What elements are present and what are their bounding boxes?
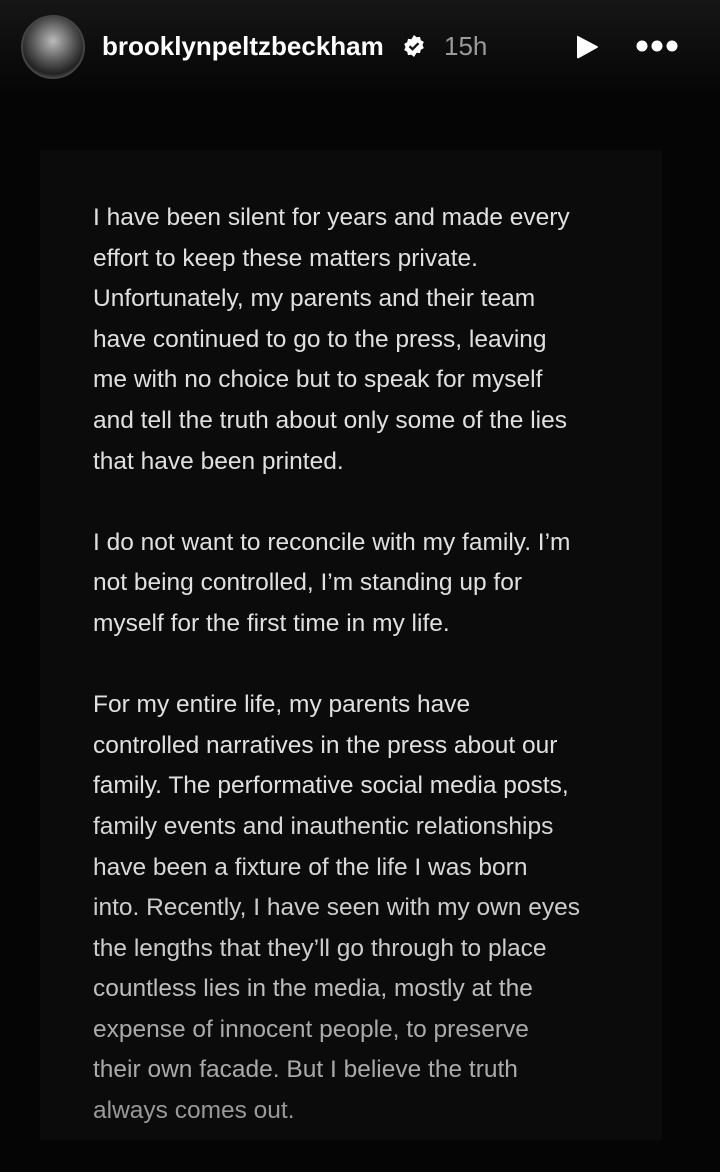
story-line: effort to keep these matters private. xyxy=(93,244,478,272)
avatar[interactable] xyxy=(21,15,85,79)
story-line: the lengths that they’ll go through to place xyxy=(93,934,547,962)
story-paragraph xyxy=(93,685,580,1132)
story-text xyxy=(93,198,580,1172)
story-header xyxy=(0,0,720,95)
more-icon[interactable] xyxy=(636,38,678,54)
story-line: I do not want to reconcile with my family. I’m xyxy=(93,528,571,556)
story-line: For my entire life, my parents have xyxy=(93,691,471,719)
story-line: controlled narratives in the press about our xyxy=(93,731,558,759)
story-line: have been a fixture of the life I was born xyxy=(93,853,528,881)
story-line: always comes out. xyxy=(93,1097,295,1125)
story-line: into. Recently, I have seen with my own eyes xyxy=(93,894,581,922)
story-paragraph xyxy=(93,523,580,645)
story-line: family events and inauthentic relationships xyxy=(93,812,554,840)
story-line: Unfortunately, my parents and their team xyxy=(93,285,536,313)
username[interactable]: brooklynpeltzbeckham xyxy=(102,31,384,61)
story-line: that have been printed. xyxy=(93,447,344,475)
story-line: not being controlled, I’m standing up for xyxy=(93,569,523,597)
story-line: their own facade. But I believe the truth xyxy=(93,1056,518,1084)
story-line: myself for the first time in my life. xyxy=(93,609,450,637)
story-line: countless lies in the media, mostly at the xyxy=(93,975,533,1003)
story-line: I have been silent for years and made every xyxy=(93,204,570,231)
story-line: me with no choice but to speak for myself xyxy=(93,366,543,394)
story-line: expense of innocent people, to preserve xyxy=(93,1015,529,1043)
verified-badge-icon xyxy=(402,34,426,58)
story-line: and tell the truth about only some of the lies xyxy=(93,406,567,434)
play-icon[interactable] xyxy=(572,33,600,61)
story-line: family. The performative social media posts, xyxy=(93,772,569,800)
post-time: 15h xyxy=(444,31,488,61)
story-paragraph xyxy=(93,198,580,482)
story-line: have continued to go to the press, leaving xyxy=(93,325,547,353)
